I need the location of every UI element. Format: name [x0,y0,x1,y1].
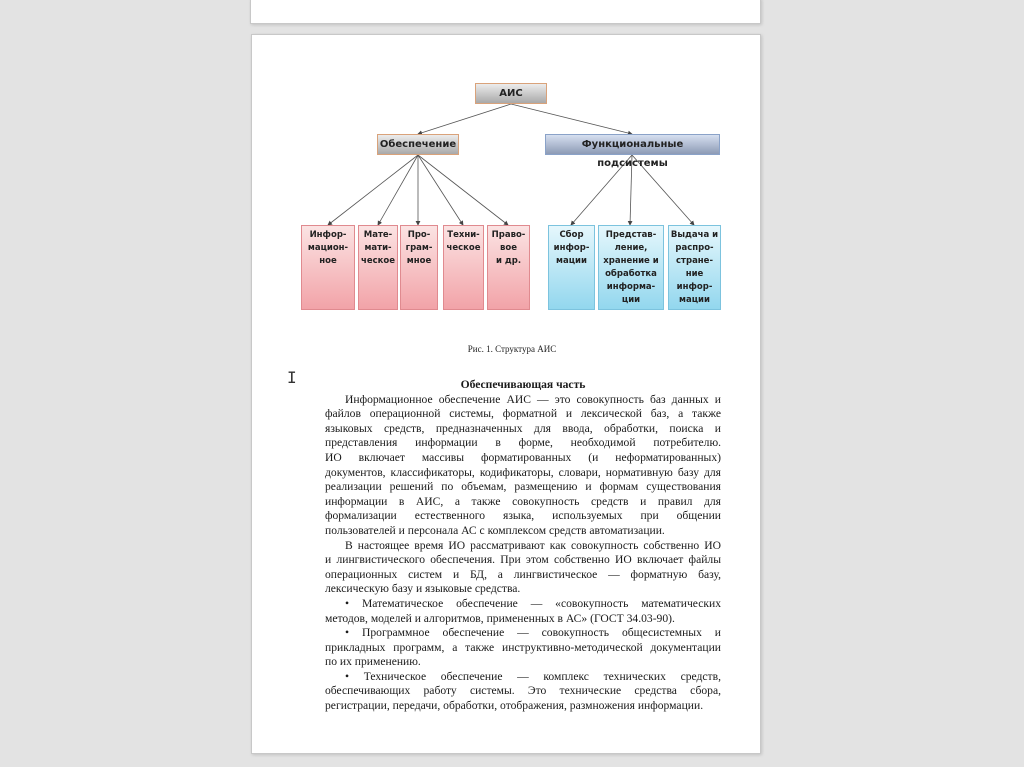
text-line: Информационное обеспечение АИС — это совокупность баз данных и [345,392,721,406]
text-line: • Техническое обеспечение — комплекс технических средств, [345,669,721,683]
section-heading: Обеспечивающая часть [460,378,586,391]
text-line: реализации решений по объемам, размещению и формам существования [325,480,721,494]
text-line: операционных систем и БД, а лингвистическое — форматную базу, [325,567,721,581]
text-line: лексическую базу и языковые средства. [325,582,521,596]
text-line: обеспечивающих работу системы. Это технические средства сбора, [325,684,721,698]
node-left_children-1: Мате- мати- ческое [358,225,398,310]
text-line: регистрации, передачи, обработки, отображения, размножения информации. [325,699,704,713]
node-left_children-4: Право- вое и др. [487,225,530,310]
node-left_children-3: Техни- ческое [443,225,484,310]
text-line: ИО включает массивы форматированных (и неформатированных) [325,450,721,464]
text-line: методов, моделей и алгоритмов, примененных в АС» (ГОСТ 34.03-90). [325,611,675,625]
node-support: Обеспечение [377,134,459,155]
node-left_children-0: Инфор- мацион- ное [301,225,355,310]
text-cursor-icon: I [287,368,297,387]
text-line: • Математическое обеспечение — «совокупность математических [345,596,721,610]
text-line: формализации естественного языка, используемых при общении [325,509,721,523]
node-functional-subsystems: Функциональные подсистемы [545,134,720,155]
text-line: прикладных программ, а также инструктивно-методической документации [325,640,721,654]
text-line: по их применению. [325,655,421,669]
text-line: представления информации в форме, необходимой потребителю. [325,436,721,450]
node-ais: АИС [475,83,547,104]
node-right_children-1: Представ- ление, хранение и обработка информа- ции [598,225,664,310]
figure-caption: Рис. 1. Структура АИС [467,344,557,354]
text-line: и лингвистического обеспечения. При этом собственно ИО включает файлы [325,553,721,567]
text-line: • Программное обеспечение — совокупность общесистемных и [345,626,721,640]
node-right_children-0: Сбор инфор- мации [548,225,595,310]
document-body [325,378,721,714]
text-line: информации в АИС, а также совокупность средств и правил для [325,494,721,508]
text-line: пользователей и персонала АС с комплексом средств автоматизации. [325,523,665,537]
text-line: В настоящее время ИО рассматривают как совокупность собственно ИО [345,538,721,552]
text-line: языковых средств, предназначенных для ввода, обработки, поиска и [325,421,721,435]
text-line: документов, классификаторы, кодификаторы, словари, нормативную базу для [325,465,721,479]
node-left_children-2: Про- грам- мное [400,225,438,310]
text-line: файлов операционной системы, форматной и лексической баз, а также [325,407,721,421]
node-right_children-2: Выдача и распро- стране- ние инфор- мации [668,225,721,310]
